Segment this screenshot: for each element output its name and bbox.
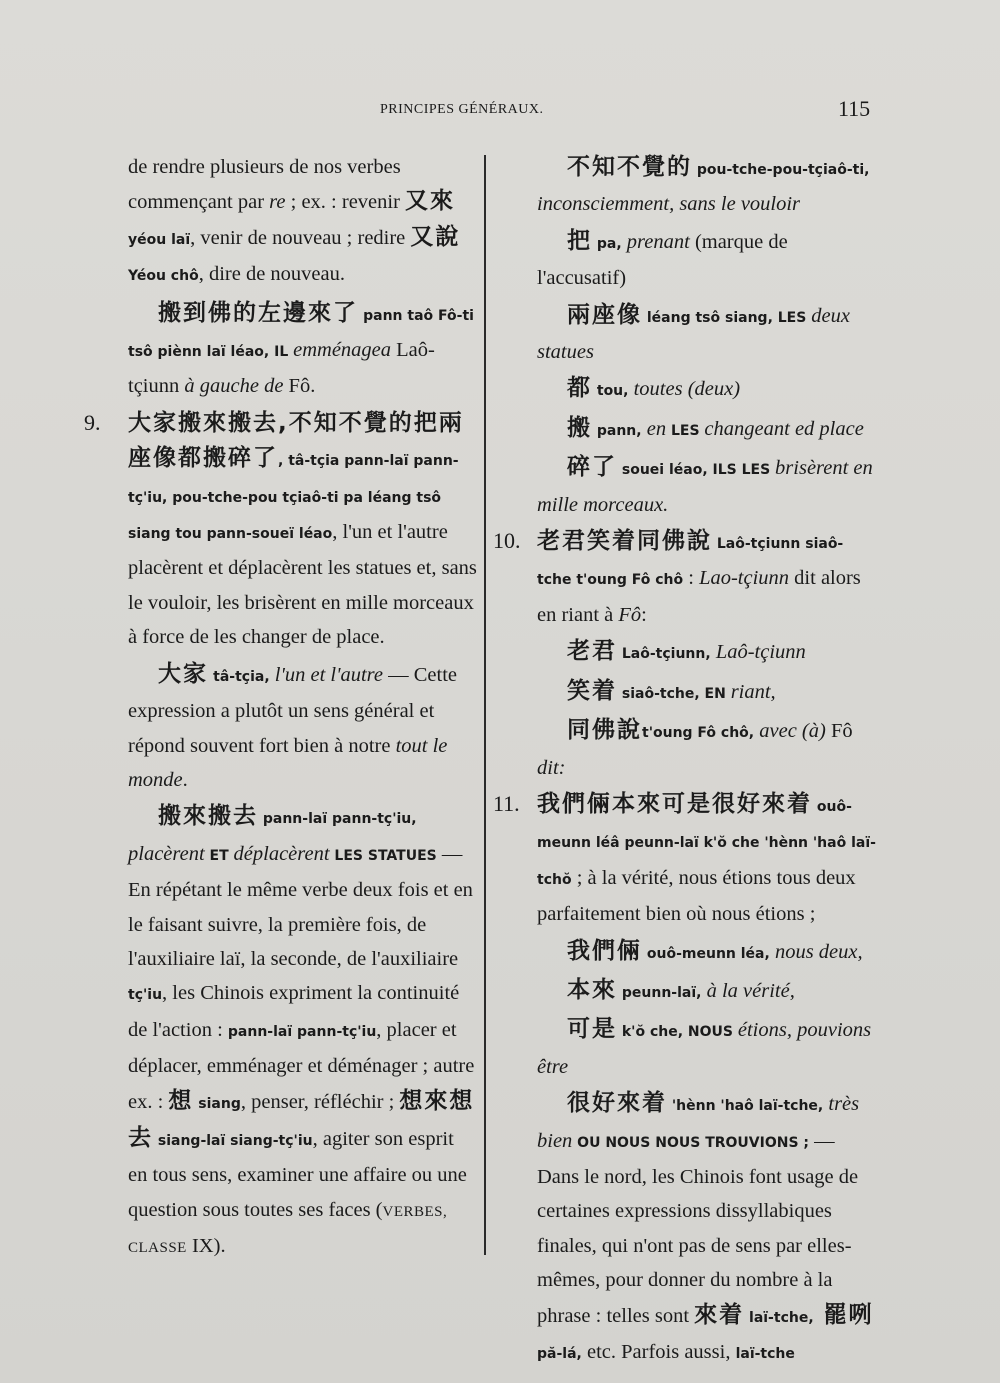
gloss-peunn-lai — [537, 973, 877, 1010]
chinese-text: 我們倆本來可是很好來着 — [537, 790, 812, 817]
italic-text: Fô — [618, 603, 642, 626]
gloss-leang-tso-siang — [537, 298, 877, 370]
gloss-souei-leao — [537, 450, 877, 522]
numbered-paragraph-10 — [493, 524, 877, 632]
chinese-text: 很好來着 — [567, 1090, 667, 1117]
chinese-text: 搬到佛的左邊來了 — [158, 299, 358, 326]
italic-text: à la vérité, — [701, 979, 795, 1002]
romanization: léang tsô siang, — [642, 309, 773, 326]
chinese-text: 大家搬來搬去,不知不覺的把兩座像都搬碎了 — [128, 409, 464, 472]
small-caps-text: ILS LES — [707, 462, 776, 479]
column-divider — [484, 155, 486, 1255]
gloss-pann — [537, 411, 877, 448]
italic-text: dit: — [537, 756, 566, 779]
text: de rendre plusieurs de nos verbes commençant par — [128, 156, 401, 214]
gloss-henn-hao — [537, 1086, 877, 1371]
romanization: pou-tche-pou-tçiaô-ti, — [692, 162, 870, 178]
small-caps-text: , IL — [263, 344, 294, 361]
text: , les Chinois expriment la continuité de l'action : — [128, 982, 460, 1041]
gloss-siao-tche — [537, 674, 877, 711]
small-caps-text: LES — [772, 309, 812, 326]
romanization: t'oung Fô chô, — [642, 725, 755, 742]
chinese-text: 碎了 — [567, 454, 617, 481]
romanization: Laô-tçiunn siaô-tche t'oung Fô chô — [537, 536, 844, 589]
left-column — [84, 150, 478, 1268]
romanization: pa, — [592, 235, 622, 252]
romanization: souei léao, — [617, 462, 708, 479]
romanization: yéou laï — [128, 231, 191, 248]
italic-text: à gauche de — [184, 375, 284, 398]
text: — Dans le nord, les Chinois font usage de certaines expressions dissyllabiques finales, qui n'ont pas de sens par elles-mêmes, pour donner du nombre à la phrase : telles sont — [537, 1129, 859, 1327]
text: , penser, réfléchir ; — [240, 1090, 400, 1113]
running-title: PRINCIPES GÉNÉRAUX. — [380, 102, 544, 117]
italic-text: Lao-tçiunn — [699, 567, 790, 590]
italic-text: riant, — [730, 680, 776, 703]
romanization: pă-lá, — [537, 1346, 582, 1362]
italic-text: prenant — [621, 230, 690, 253]
italic-text: toutes (deux) — [628, 378, 741, 401]
gloss-ko-che — [537, 1012, 877, 1084]
italic-text: l'un et l'autre — [269, 663, 383, 686]
romanization: laï-tche, — [744, 1309, 814, 1326]
text: — Cette expression a plutôt un sens général et répond souvent fort bien à notre — [128, 663, 457, 757]
italic-text: très bien — [537, 1093, 860, 1152]
small-caps-text: LES STATUES — [329, 847, 437, 864]
text: — En répétant le même verbe deux fois et en le faisant suivre, la première fois, de l'auxiliaire laï, la seconde, de l'auxiliaire — [128, 842, 473, 970]
text: Fô — [825, 720, 853, 743]
romanization: ouô-meunn léa, — [642, 945, 770, 962]
romanization: siang — [193, 1095, 241, 1112]
numbered-paragraph-11 — [493, 787, 877, 932]
paragraph-emmenagea — [128, 296, 478, 404]
small-caps-text: VERBES, CLASSE — [128, 1203, 448, 1257]
text: Fô. — [283, 375, 316, 398]
chinese-text: 本來 — [567, 976, 617, 1003]
chinese-text: 想來想去 — [128, 1087, 475, 1151]
italic-text: inconsciemment, sans le vouloir — [537, 193, 801, 216]
chinese-text: 我們倆 — [567, 937, 642, 964]
chinese-text: 同佛說 — [567, 717, 642, 744]
text: ; à la vérité, nous étions tous deux parfaitement bien où nous étions ; — [537, 866, 856, 926]
chinese-text: 又說 — [410, 223, 461, 250]
romanization: pann-laï pann-tç'iu — [227, 1023, 377, 1040]
paragraph-pann-lai — [128, 799, 478, 1265]
romanization: , tâ-tçia pann-laï pann-tç'iu, pou-tche-pou tçiaô-ti pa léang tsô siang tou pann-soueï léao — [128, 453, 459, 543]
romanization: tâ-tçia, — [213, 668, 270, 685]
italic-text: tout le monde — [128, 734, 448, 791]
romanization: Laô-tçiunn, — [617, 646, 711, 663]
italic-text: avec (à) — [754, 720, 826, 743]
romanization: k'ŏ che, — [617, 1024, 684, 1041]
paragraph-re-verbs — [128, 150, 478, 294]
text: (marque de l'accusatif) — [537, 230, 788, 290]
gloss-ouo-meunn — [537, 934, 877, 971]
gloss-toung-fo-cho — [537, 713, 877, 785]
italic-text: deux statues — [537, 304, 850, 364]
chinese-text: 又來 — [405, 188, 456, 215]
text: etc. Parfois aussi, — [581, 1341, 736, 1363]
chinese-text: 老君 — [567, 638, 617, 665]
gloss-tou — [537, 371, 877, 408]
small-caps-text: ET — [204, 847, 234, 864]
chinese-text: 想 — [168, 1087, 194, 1114]
text: : — [683, 567, 700, 590]
text: , venir de nouveau ; redire — [190, 226, 411, 249]
chinese-text: 兩座像 — [567, 301, 642, 328]
italic-text: nous deux, — [769, 940, 863, 963]
paragraph-number: 9. — [84, 409, 101, 435]
italic-text: en — [641, 417, 667, 440]
text: ; ex. : revenir — [285, 191, 406, 214]
gloss-pou-tche — [537, 150, 877, 222]
right-column — [493, 150, 877, 1373]
italic-text: emménagea — [293, 339, 392, 362]
italic-text: déplacèrent — [233, 842, 330, 865]
romanization: ouô-meunn léâ peunn-laï k'ŏ che 'hènn 'haô laï-tchŏ — [537, 798, 876, 888]
chinese-text: 搬來搬去 — [158, 803, 258, 830]
romanization: laï-tche — [735, 1346, 795, 1362]
italic-text: placèrent — [128, 842, 205, 865]
romanization: pann taô Fô-ti tsô piènn laï léao — [128, 307, 474, 361]
romanization: tou, — [592, 383, 629, 400]
chinese-text: 來着 — [694, 1301, 745, 1328]
text: , dire de nouveau. — [198, 263, 345, 286]
paragraph-ta-tcia — [128, 657, 478, 798]
romanization: siang-laï siang-tç'iu — [153, 1132, 313, 1149]
italic-text: brisèrent en mille morceaux. — [537, 457, 873, 516]
chinese-text: 笑着 — [567, 677, 617, 704]
romanization: Yéou chô — [128, 268, 199, 285]
chinese-text: 把 — [567, 227, 592, 254]
text: . — [182, 768, 188, 791]
text: : — [641, 603, 647, 626]
text: IX). — [186, 1235, 226, 1258]
chinese-text: 大家 — [158, 660, 208, 687]
small-caps-text: EN — [699, 685, 731, 702]
italic-text: re — [269, 191, 286, 214]
text: dit alors en riant à — [537, 567, 861, 626]
romanization: tç'iu — [128, 987, 163, 1004]
chinese-text: 不知不覺的 — [567, 154, 692, 180]
numbered-paragraph-9 — [84, 406, 478, 655]
paragraph-number: 10. — [493, 528, 521, 554]
romanization: siaô-tche, — [617, 685, 700, 702]
chinese-text: 搬 — [567, 414, 592, 441]
romanization: 'hènn 'haô laï-tche, — [667, 1098, 824, 1115]
gloss-pa — [537, 224, 877, 296]
gloss-lao-tciunn — [537, 634, 877, 671]
romanization: pann, — [592, 422, 642, 439]
small-caps-text: NOUS — [683, 1024, 738, 1041]
italic-text: Laô-tçiunn — [710, 641, 806, 664]
italic-text: étions, pouvions être — [537, 1019, 872, 1078]
chinese-text: 都 — [567, 375, 592, 402]
romanization: peunn-laï, — [617, 984, 702, 1001]
text: , agiter son esprit en tous sens, examiner une affaire ou une question sous toutes ses faces ( — [128, 1127, 467, 1221]
paragraph-number: 11. — [493, 790, 520, 816]
chinese-text: 老君笑着同佛說 — [537, 528, 712, 555]
small-caps-text: OU NOUS NOUS TROUVIONS ; — [572, 1134, 810, 1151]
text: Laô-tçiunn — [128, 339, 435, 398]
italic-text: changeant ed place — [704, 417, 864, 440]
romanization: pann-laï pann-tç'iu, — [258, 811, 417, 828]
small-caps-text: LES — [666, 422, 705, 439]
text: , placer et déplacer, emménager et déménager ; autre ex. : — [128, 1018, 475, 1113]
page-number: 115 — [838, 96, 871, 121]
text: , l'un et l'autre placèrent et déplacèrent les statues et, sans le vouloir, les brisèrent en mille morceaux à force de les changer de place. — [128, 521, 477, 649]
chinese-text: 可是 — [567, 1016, 617, 1043]
chinese-text: 罷咧 — [813, 1301, 874, 1328]
